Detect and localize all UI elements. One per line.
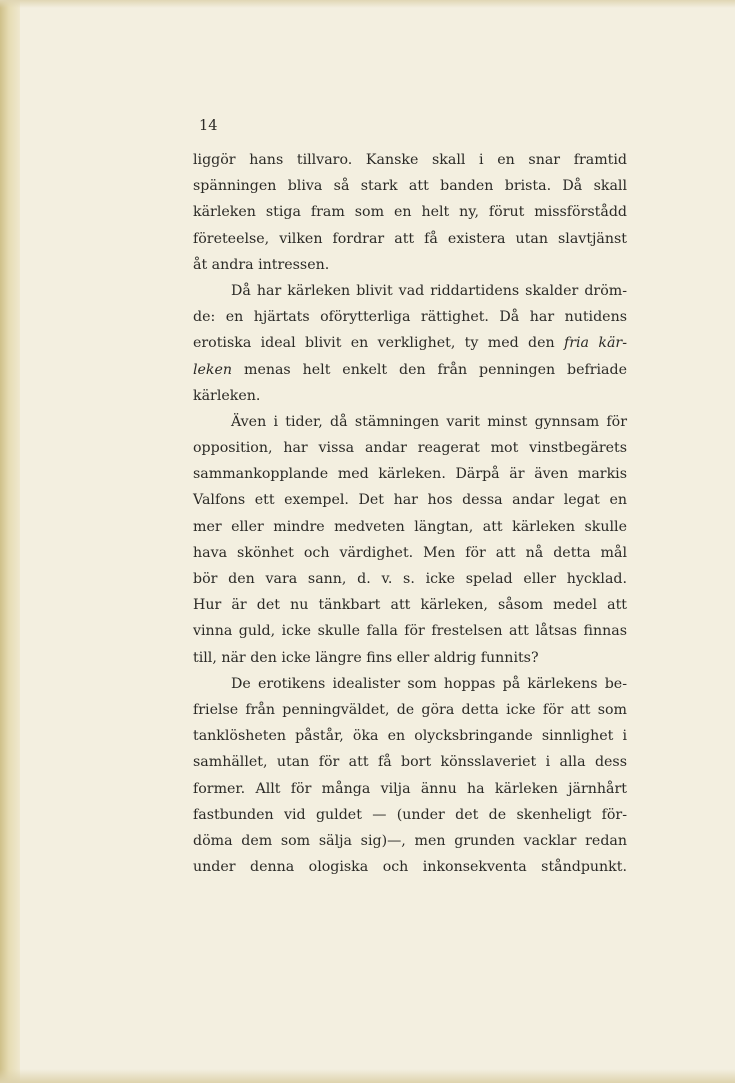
text-line: De erotikens idealister som hoppas på kärlekens be- [231,675,627,692]
text-line: åt andra intressen. [193,256,330,273]
page-bottom-edge [0,1069,735,1083]
text-line: mer eller mindre medveten längtan, att kärleken skulle [193,518,627,535]
page-top-edge [0,0,735,8]
text-line: de: en hjärtats oförytterliga rättighet. Då har nutidens [193,309,627,326]
text-line: spänningen bliva så stark att banden brista. Då skall [193,178,627,195]
text-line: former. Allt för många vilja ännu ha kärleken järnhårt [193,780,627,797]
italic-term: leken [193,361,233,378]
text-line: bör den vara sann, d. v. s. icke spelad eller hycklad. [193,571,627,587]
text-line: företeelse, vilken fordrar att få existera utan slavtjänst [193,230,627,247]
text-line: sammankopplande med kärleken. Därpå är även markis [193,466,627,483]
text-line: frielse från penningväldet, de göra detta icke för att som [193,701,627,718]
text-line: döma dem som sälja sig)—, men grunden vacklar redan [193,832,627,849]
text-line: vinna guld, icke skulle falla för frestelsen att låtsas finnas [193,623,627,640]
text-line: till, när den icke längre fins eller aldrig funnits? [193,649,539,666]
text-line: leken menas helt enkelt den från penningen befriade [193,361,627,378]
text-line: hava skönhet och värdighet. Men för att nå detta mål [193,544,627,561]
text-line: under denna ologiska och inkonsekventa ståndpunkt. [193,859,627,876]
text-line: kärleken stiga fram som en helt ny, förut missförstådd [193,204,627,221]
text-line: samhället, utan för att få bort könsslaveriet i alla dess [193,754,627,771]
text-line: tanklösheten påstår, öka en olycksbringande sinnlighet i [193,728,627,745]
page-number: 14 [199,118,218,134]
page-spine-shadow [0,0,20,1083]
text-line: Även i tider, då stämningen varit minst gynnsam för [231,413,627,430]
text-line: Valfons ett exempel. Det har hos dessa andar legat en [193,492,627,509]
text-line: liggör hans tillvaro. Kanske skall i en snar framtid [193,152,627,168]
text-line: erotiska ideal blivit en verklighet, ty med den fria kär- [193,335,627,352]
text-line: kärleken. [193,387,261,404]
italic-term: fria kär- [563,335,627,352]
text-line: Hur är det nu tänkbart att kärleken, såsom medel att [193,597,627,614]
text-line: opposition, har vissa andar reagerat mot vinstbegärets [193,440,627,457]
text-line: Då har kärleken blivit vad riddartidens skalder dröm- [231,282,627,299]
text-line: fastbunden vid guldet — (under det de skenheligt för- [193,806,627,823]
body-text [193,147,627,880]
